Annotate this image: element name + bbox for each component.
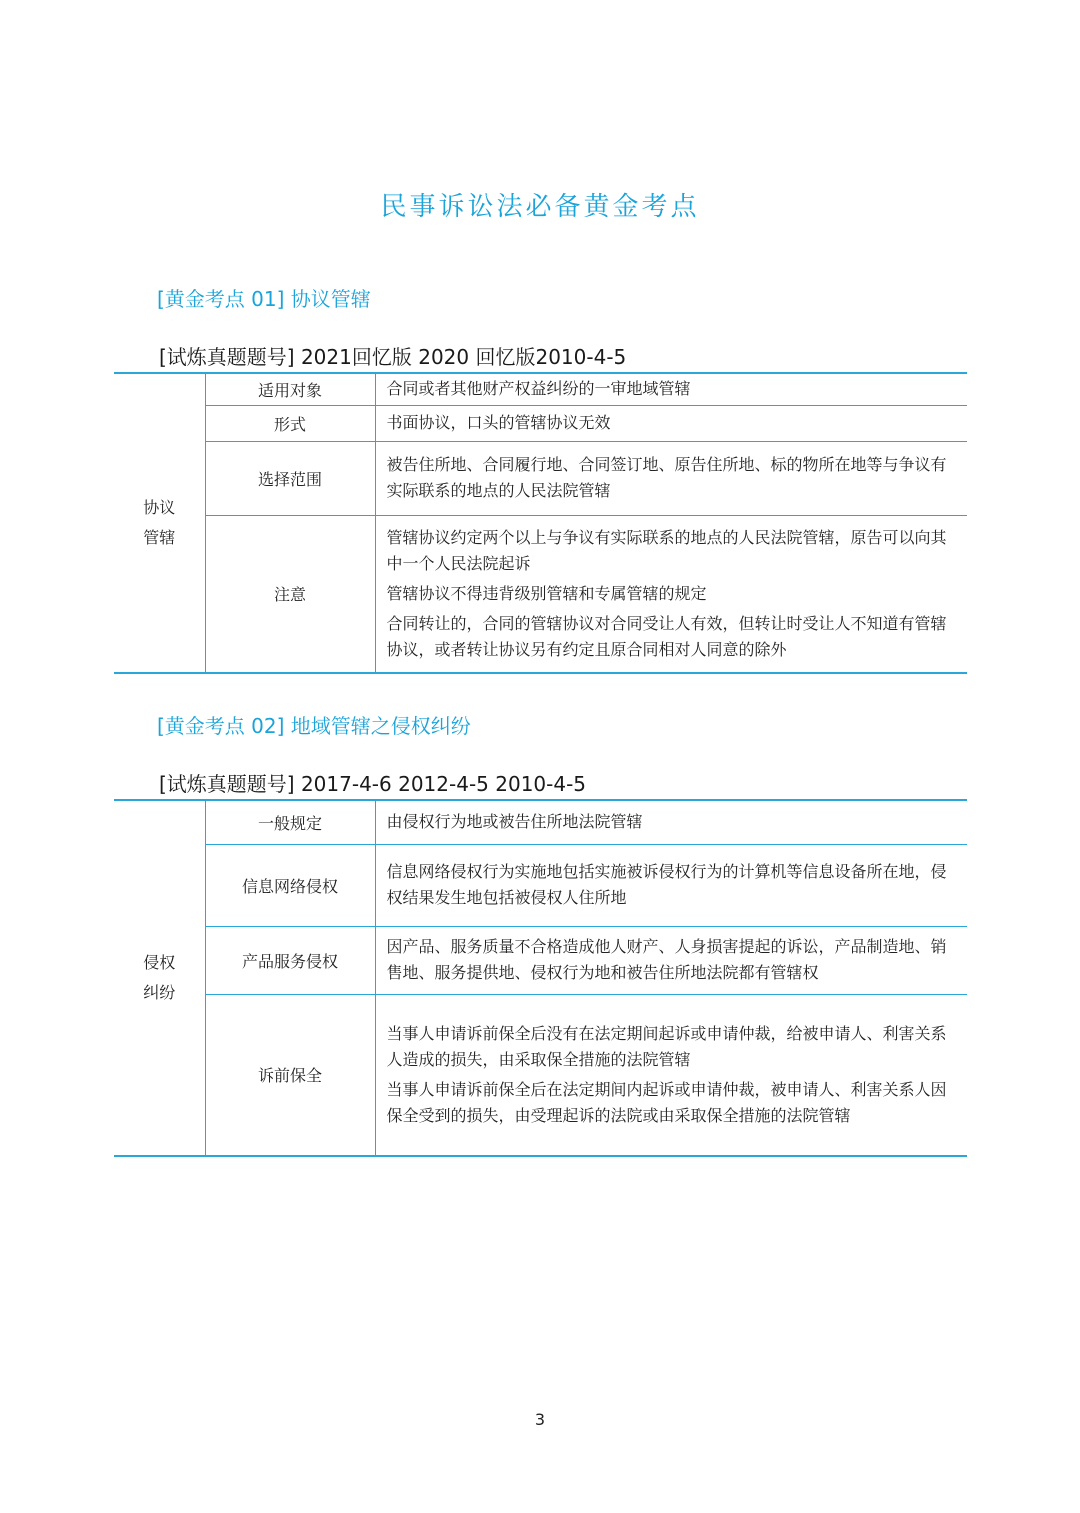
table-tort-jurisdiction [114,799,967,1157]
row-content: 由侵权行为地或被告住所地法院管辖 [375,800,967,844]
table-row [114,994,967,1156]
row-content: 因产品、服务质量不合格造成他人财产、人身损害提起的诉讼，产品制造地、销售地、服务提供地、侵权行为地和被告住所地法院都有管辖权 [375,926,967,994]
table-agreement-jurisdiction [114,372,967,674]
row-label: 适用对象 [205,373,375,405]
row-label: 形式 [205,405,375,441]
table-row [114,844,967,926]
row-content: 当事人申请诉前保全后没有在法定期间起诉或申请仲裁，给被申请人、利害关系人造成的损失，由采取保全措施的法院管辖 当事人申请诉前保全后在法定期间内起诉或申请仲裁，被申请人、利害关系人因保全受到的损失，由受理起诉的法院或由采取保全措施的法院管辖 [375,994,967,1156]
row-label: 一般规定 [205,800,375,844]
table-row [114,515,967,673]
section-heading-01: [黄金考点 01] 协议管辖 [157,287,371,311]
table-row [114,405,967,441]
row-label: 产品服务侵权 [205,926,375,994]
row-content: 合同或者其他财产权益纠纷的一审地域管辖 [375,373,967,405]
row-content: 书面协议，口头的管辖协议无效 [375,405,967,441]
section-heading-02: [黄金考点 02] 地域管辖之侵权纠纷 [157,714,471,738]
page-number: 3 [534,1410,546,1429]
row-label: 诉前保全 [205,994,375,1156]
table-row [114,926,967,994]
exam-numbers-01: [试炼真题题号] 2021回忆版 2020 回忆版2010-4-5 [159,345,627,369]
page-title: 民事诉讼法必备黄金考点 [380,192,700,222]
exam-numbers-02: [试炼真题题号] 2017-4-6 2012-4-5 2010-4-5 [159,772,587,796]
table-row [114,373,967,405]
table-row [114,800,967,844]
row-label: 选择范围 [205,441,375,515]
group-label: 协议 管辖 [114,373,205,673]
table-row [114,441,967,515]
row-label: 信息网络侵权 [205,844,375,926]
row-content: 管辖协议约定两个以上与争议有实际联系的地点的人民法院管辖，原告可以向其中一个人民法院起诉 管辖协议不得违背级别管辖和专属管辖的规定 合同转让的，合同的管辖协议对合同受让人有效，但转让时受让人不知道有管辖协议，或者转让协议另有约定且原合同相对人同意的除外 [375,515,967,673]
group-label: 侵权 纠纷 [114,800,205,1156]
row-content: 信息网络侵权行为实施地包括实施被诉侵权行为的计算机等信息设备所在地，侵权结果发生地包括被侵权人住所地 [375,844,967,926]
row-label: 注意 [205,515,375,673]
row-content: 被告住所地、合同履行地、合同签订地、原告住所地、标的物所在地等与争议有实际联系的地点的人民法院管辖 [375,441,967,515]
